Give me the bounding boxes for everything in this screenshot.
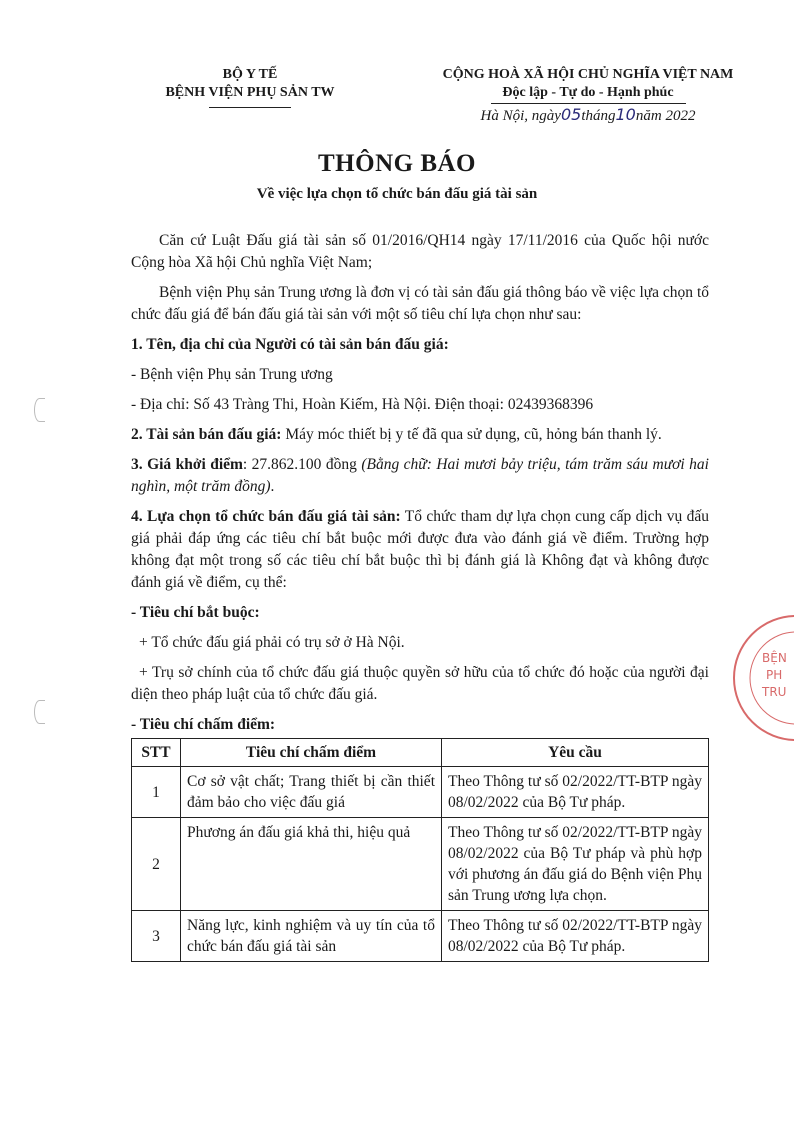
intro-paragraph-1: Căn cứ Luật Đấu giá tài sản số 01/2016/QH14 ngày 17/11/2016 của Quốc hội nước Cộng hòa Xã hội Chủ nghĩa Việt Nam; — [131, 232, 709, 271]
mandatory-criterion-1: + Tổ chức đấu giá phải có trụ sở ở Hà Nội. — [139, 634, 405, 651]
section-3-end: . — [270, 478, 275, 495]
section-4 — [131, 506, 709, 594]
punch-hole-mark — [34, 398, 45, 422]
republic-name: CỘNG HOÀ XÃ HỘI CHỦ NGHĨA VIỆT NAM — [442, 67, 734, 82]
section-1-heading: 1. Tên, địa chỉ của Người có tài sản bán đấu giá: — [131, 336, 449, 353]
document-body — [131, 230, 709, 962]
scoring-table — [131, 738, 709, 962]
row-requirement: Theo Thông tư số 02/2022/TT-BTP ngày 08/02/2022 của Bộ Tư pháp và phù hợp với phương án đấu giá do Bệnh viện Phụ sản Trung ương lựa chọn. — [442, 818, 709, 911]
table-header-row — [132, 739, 709, 767]
date-month: 10 — [615, 105, 636, 124]
mandatory-criteria-heading: - Tiêu chí bắt buộc: — [131, 604, 260, 621]
row-requirement: Theo Thông tư số 02/2022/TT-BTP ngày 08/02/2022 của Bộ Tư pháp. — [442, 911, 709, 962]
mandatory-criterion-2: + Trụ sở chính của tổ chức đấu giá thuộc quyền sở hữu của tổ chức đó hoặc của người đại diện theo pháp luật của tổ chức đấu giá. — [131, 664, 709, 703]
section-4-text: Tổ chức tham dự lựa chọn cung cấp dịch vụ đấu giá phải đáp ứng các tiêu chí bắt buộc mới được đưa vào đánh giá về điểm. Trường hợp không đạt một trong số các tiêu chí bắt buộc thì bị đánh giá là Không đạt và không được đánh giá về điểm, cụ thể: — [131, 508, 709, 591]
issuer-underline — [209, 107, 291, 108]
date-prefix: Hà Nội, ngày — [480, 108, 561, 124]
stamp-line-1: BỆN — [762, 651, 787, 665]
row-criterion: Năng lực, kinh nghiệm và uy tín của tổ chức bán đấu giá tài sản — [181, 911, 442, 962]
owner-address: - Địa chỉ: Số 43 Tràng Thi, Hoàn Kiếm, Hà Nội. Điện thoại: 02439368396 — [131, 396, 594, 413]
motto-underline — [491, 103, 686, 104]
table-row — [132, 767, 709, 818]
scoring-criteria-heading: - Tiêu chí chấm điểm: — [131, 716, 276, 733]
national-motto: Độc lập - Tự do - Hạnh phúc — [502, 85, 674, 100]
section-2-text: Máy móc thiết bị y tế đã qua sử dụng, cũ, hỏng bán thanh lý. — [281, 426, 662, 443]
document-subtitle: Về việc lựa chọn tổ chức bán đấu giá tài sản — [256, 186, 538, 202]
intro-paragraph-2: Bệnh viện Phụ sản Trung ương là đơn vị có tài sản đấu giá thông báo về việc lựa chọn tổ chức đấu giá để bán đấu giá tài sản với một số tiêu chí lựa chọn như sau: — [131, 284, 709, 323]
date-day: 05 — [560, 105, 582, 124]
national-header — [418, 66, 758, 125]
hospital-name: BỆNH VIỆN PHỤ SẢN TW — [165, 85, 335, 100]
section-3-heading: 3. Giá khởi điểm — [131, 456, 243, 473]
punch-hole-mark — [34, 700, 45, 724]
starting-price: : 27.862.100 đồng — [242, 456, 362, 473]
document-date — [418, 106, 758, 125]
section-4-heading: 4. Lựa chọn tổ chức bán đấu giá tài sản: — [131, 508, 401, 525]
column-header-stt: STT — [132, 739, 181, 767]
row-number: 1 — [132, 767, 181, 818]
section-3 — [131, 454, 709, 498]
price-in-words: (Bằng chữ: Hai mươi bảy triệu, tám trăm sáu mươi hai nghìn, một trăm đồng) — [131, 456, 709, 495]
row-number: 3 — [132, 911, 181, 962]
row-criterion: Phương án đấu giá khả thi, hiệu quả — [181, 818, 442, 911]
date-year: năm 2022 — [635, 108, 696, 124]
column-header-criterion: Tiêu chí chấm điểm — [181, 739, 442, 767]
ministry-name: BỘ Y TẾ — [222, 67, 278, 82]
owner-name: - Bệnh viện Phụ sản Trung ương — [131, 366, 333, 383]
table-row — [132, 818, 709, 911]
date-month-label: tháng — [581, 108, 616, 124]
issuer-block — [150, 66, 350, 108]
row-number: 2 — [132, 818, 181, 911]
row-requirement: Theo Thông tư số 02/2022/TT-BTP ngày 08/02/2022 của Bộ Tư pháp. — [442, 767, 709, 818]
stamp-line-2: PH — [766, 668, 783, 682]
stamp-text — [762, 650, 787, 701]
section-2-heading: 2. Tài sản bán đấu giá: — [131, 426, 282, 443]
row-criterion: Cơ sở vật chất; Trang thiết bị cần thiết đảm bảo cho việc đấu giá — [181, 767, 442, 818]
stamp-line-3: TRU — [762, 685, 787, 699]
table-row — [132, 911, 709, 962]
document-title: THÔNG BÁO — [318, 150, 476, 177]
section-2 — [131, 424, 709, 446]
column-header-requirement: Yêu cầu — [442, 739, 709, 767]
